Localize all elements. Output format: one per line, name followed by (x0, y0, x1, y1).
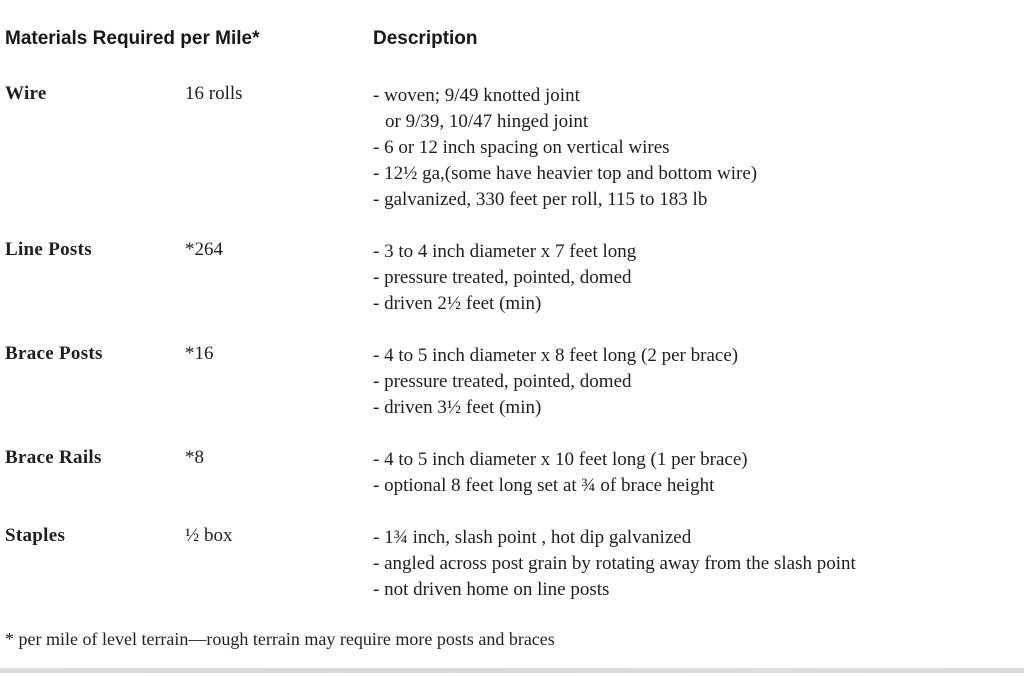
material-description (373, 447, 1024, 499)
material-description (373, 343, 1024, 421)
description-line: - driven 3½ feet (min) (373, 397, 542, 418)
description-line: or 9/39, 10/47 hinged joint (385, 111, 589, 132)
table-row-brace-rails (5, 447, 1024, 499)
material-description (373, 239, 1024, 317)
description-line: - pressure treated, pointed, domed (373, 371, 632, 392)
material-quantity: *16 (185, 343, 214, 364)
table-row-wire (5, 83, 1024, 213)
material-description (373, 525, 1024, 603)
scan-artifact-band (0, 668, 1024, 673)
materials-column-header: Materials Required per Mile* (5, 28, 260, 49)
material-quantity: ½ box (185, 525, 233, 546)
material-description (373, 83, 1024, 213)
table-row-brace-posts (5, 343, 1024, 421)
material-name: Staples (5, 525, 66, 546)
description-line: - woven; 9/49 knotted joint (373, 85, 580, 106)
material-name: Wire (5, 83, 47, 104)
description-column-header: Description (373, 28, 478, 49)
footnote: * per mile of level terrain—rough terrain may require more posts and braces (5, 629, 555, 649)
description-line: - optional 8 feet long set at ¾ of brace height (373, 475, 715, 496)
description-line: - 4 to 5 inch diameter x 10 feet long (1 per brace) (373, 449, 748, 470)
description-line: - 12½ ga,(some have heavier top and bottom wire) (373, 163, 758, 184)
description-line: - 3 to 4 inch diameter x 7 feet long (373, 241, 637, 262)
table-row-line-posts (5, 239, 1024, 317)
description-line: - galvanized, 330 feet per roll, 115 to 183 lb (373, 189, 708, 210)
material-quantity: *264 (185, 239, 223, 260)
description-line: - driven 2½ feet (min) (373, 293, 542, 314)
material-name: Line Posts (5, 239, 92, 260)
description-line: - 4 to 5 inch diameter x 8 feet long (2 per brace) (373, 345, 739, 366)
material-name: Brace Posts (5, 343, 103, 364)
description-line: - angled across post grain by rotating away from the slash point (373, 553, 856, 574)
description-line: - 6 or 12 inch spacing on vertical wires (373, 137, 670, 158)
materials-document-page (5, 28, 1024, 650)
description-line: - not driven home on line posts (373, 579, 610, 600)
material-quantity: 16 rolls (185, 83, 243, 104)
table-row-staples (5, 525, 1024, 603)
description-line: - 1¾ inch, slash point , hot dip galvanized (373, 527, 692, 548)
material-name: Brace Rails (5, 447, 102, 468)
table-header (5, 28, 1024, 50)
material-quantity: *8 (185, 447, 204, 468)
description-line: - pressure treated, pointed, domed (373, 267, 632, 288)
